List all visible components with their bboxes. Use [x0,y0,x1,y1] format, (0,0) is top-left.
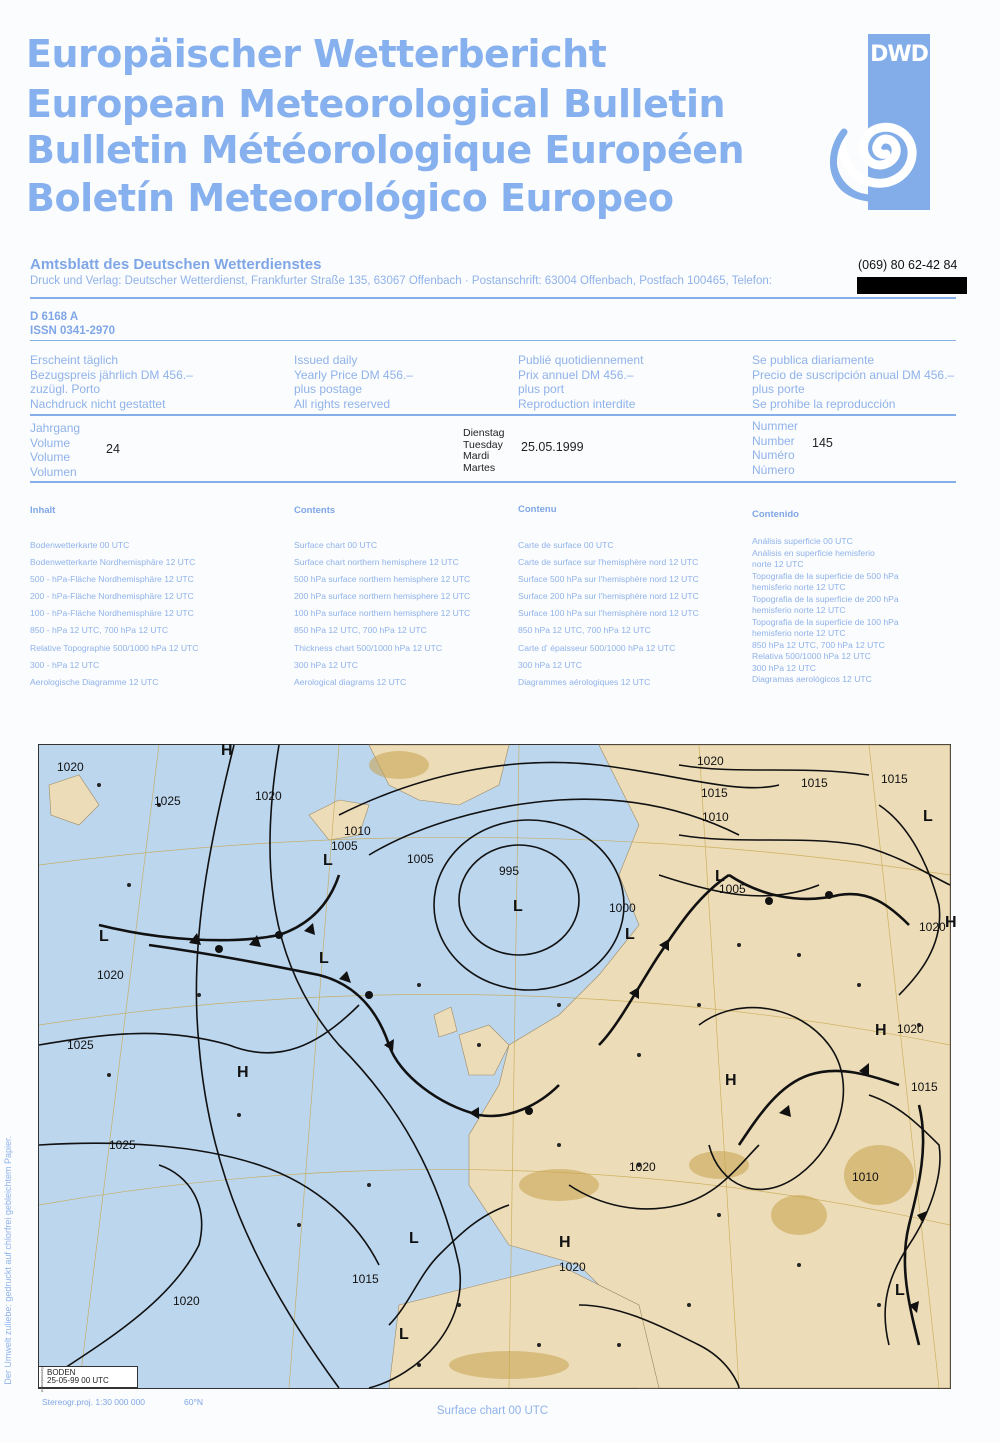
isobar-label: 1020 [57,760,84,774]
map-caption: Surface chart 00 UTC [436,1405,549,1417]
divider-4 [30,481,956,483]
isobar-label: 1015 [801,776,828,790]
side-note: Der Umwelt zuliebe: gedruckt auf chlorfrei gebleichtem Papier. [3,1136,13,1385]
logo-text: DWD [870,42,928,67]
isobar-label: 1000 [609,901,636,915]
isobar-label: 1015 [701,786,728,800]
surface-chart-map [38,742,957,1389]
notes-german: Erscheint täglich Bezugspreis jährlich DM 456.– zuzügl. Porto Nachdruck nicht gestattet [30,353,193,411]
low-pressure-label: L [323,852,333,869]
low-pressure-label: L [319,950,329,967]
isobar-label: 1020 [173,1294,200,1308]
isobar-label: 1020 [559,1260,586,1274]
title-spanish: Boletín Meteorológico Europeo [26,176,674,220]
divider-2 [30,340,956,341]
low-pressure-label: L [625,926,635,943]
publication-id: D 6168 A [30,311,79,323]
title-english: European Meteorological Bulletin [26,82,726,126]
notes-english: Issued daily Yearly Price DM 456.– plus postage All rights reserved [294,353,413,411]
isobar-label: 1020 [255,789,282,803]
isobar-label: 1005 [331,839,358,853]
contents-heading-de: Inhalt [30,505,56,516]
contents-heading-fr: Contenu [518,504,557,515]
contents-list-es: Análisis superficie 00 UTC Análisis en superficie hemisferio norte 12 UTC Topografia de la superficie de 500 hPa hemisferio norte 12 UTC Topografia de la superficie de 200 hPa hemisferio norte 12 UTC Topografia de la superficie de 100 hPa hemisferio norte 12 UTC 850 hPa 12 UTC, 700 hPa 12 UTC Relativa 500/1000 hPa 12 UTC 300 hPa 12 UTC Diagramas aerológicos 12 UTC [752,536,899,684]
stamp-tiny-text: Seewetteramt [40,1367,45,1392]
notes-french: Publié quotidiennement Prix annuel DM 456.– plus port Reproduction interdite [518,353,644,411]
phone-number: (069) 80 62-42 84 [858,258,958,272]
title-german: Europäischer Wetterbericht [26,32,607,76]
low-pressure-label: L [895,1282,905,1299]
high-pressure-label: H [875,1022,887,1039]
stamp-title: BODEN [47,1368,76,1377]
contents-list-en: Surface chart 00 UTC Surface chart northern hemisphere 12 UTC 500 hPa surface northern hemisphere 12 UTC 200 hPa surface northern hemisphere 12 UTC 100 hPa surface northern hemisphere 12 UTC 850 hPa 12 UTC, 700 hPa 12 UTC Thickness chart 500/1000 hPa 12 UTC 300 hPa 12 UTC Aerological diagrams 12 UTC [294,540,471,687]
isobar-label: 1020 [629,1160,656,1174]
low-pressure-label: L [99,928,109,945]
contents-list-fr: Carte de surface 00 UTC Carte de surface sur l'hemisphère nord 12 UTC Surface 500 hPa sur l'hemisphère nord 12 UTC Surface 200 hPa sur l'hemisphère nord 12 UTC Surface 100 hPa sur l'hemisphère nord 12 UTC 850 hPa 12 UTC, 700 hPa 12 UTC Carte d' épaisseur 500/1000 hPa 12 UTC 300 hPa 12 UTC Diagrammes aérologiques 12 UTC [518,540,699,687]
isobar-label: 1005 [719,882,746,896]
latitude-label: 60°N [184,1397,203,1407]
notes-spanish: Se publica diariamente Precio de suscripción anual DM 456.– plus porte Se prohibe la reproducción [752,353,955,411]
issn: ISSN 0341-2970 [30,325,116,337]
isobar-label: 1020 [97,968,124,982]
isobar-label: 1020 [897,1022,924,1036]
high-pressure-label: H [221,742,233,759]
isobar-label: 1015 [881,772,908,786]
isobar-label: 1025 [109,1138,136,1152]
isobar-label: 1010 [344,824,371,838]
publisher-address: Druck und Verlag: Deutscher Wetterdienst, Frankfurter Straße 135, 63067 Offenbach · Postanschrift: 63004 Offenbach, Postfach 100465, Telefon: [30,275,772,287]
isobar-label: 1015 [911,1080,938,1094]
isobar-label: 995 [499,864,520,878]
amtsblatt-heading: Amtsblatt des Deutschen Wetterdienstes [30,256,322,273]
isobar-label: 1010 [702,810,729,824]
map-svg [39,742,957,1388]
high-pressure-label: H [725,1072,737,1089]
isobar-label: 1025 [67,1038,94,1052]
stamp-date: 25-05-99 00 UTC [47,1376,109,1385]
low-pressure-label: L [715,868,725,885]
isobar-label: 1010 [852,1170,879,1184]
contents-list-de: Bodenwetterkarte 00 UTC Bodenwetterkarte Nordhemisphäre 12 UTC 500 - hPa-Fläche Nordhemisphäre 12 UTC 200 - hPa-Fläche Nordhemisphäre 12 UTC 100 - hPa-Fläche Nordhemisphäre 12 UTC 850 - hPa 12 UTC, 700 hPa 12 UTC Relative Topographie 500/1000 hPa 12 UTC 300 - hPa 12 UTC Aerologische Diagramme 12 UTC [30,540,199,687]
low-pressure-label: L [513,898,523,915]
isobar-label: 1025 [154,794,181,808]
isobar-label: 1005 [407,852,434,866]
volume-labels: Jahrgang Volume Volume Volumen [30,421,81,479]
chart-stamp [38,1366,138,1392]
contents-heading-es: Contenido [752,509,799,520]
low-pressure-label: L [409,1230,419,1247]
divider-3 [30,414,956,416]
high-pressure-label: H [559,1234,571,1251]
divider-top [30,297,956,299]
high-pressure-label: H [945,914,957,931]
isobar-label: 1020 [919,920,946,934]
spiral-icon [814,92,954,212]
volume-value: 24 [106,442,120,456]
redacted-block [857,277,967,294]
number-labels: Nummer Number Numéro Número [752,419,799,477]
title-french: Bulletin Météorologique Européen [26,128,745,172]
projection-scale: Stereogr.proj. 1:30 000 000 [42,1397,146,1407]
high-pressure-label: H [237,1064,249,1081]
isobar-label: 1015 [352,1272,379,1286]
issue-date: 25.05.1999 [521,440,584,454]
low-pressure-label: L [399,1326,409,1343]
isobar-label: 1020 [697,754,724,768]
issue-number: 145 [812,436,833,450]
low-pressure-label: L [923,808,933,825]
contents-heading-en: Contents [294,505,336,516]
day-labels: Dienstag Tuesday Mardi Martes [463,427,505,474]
